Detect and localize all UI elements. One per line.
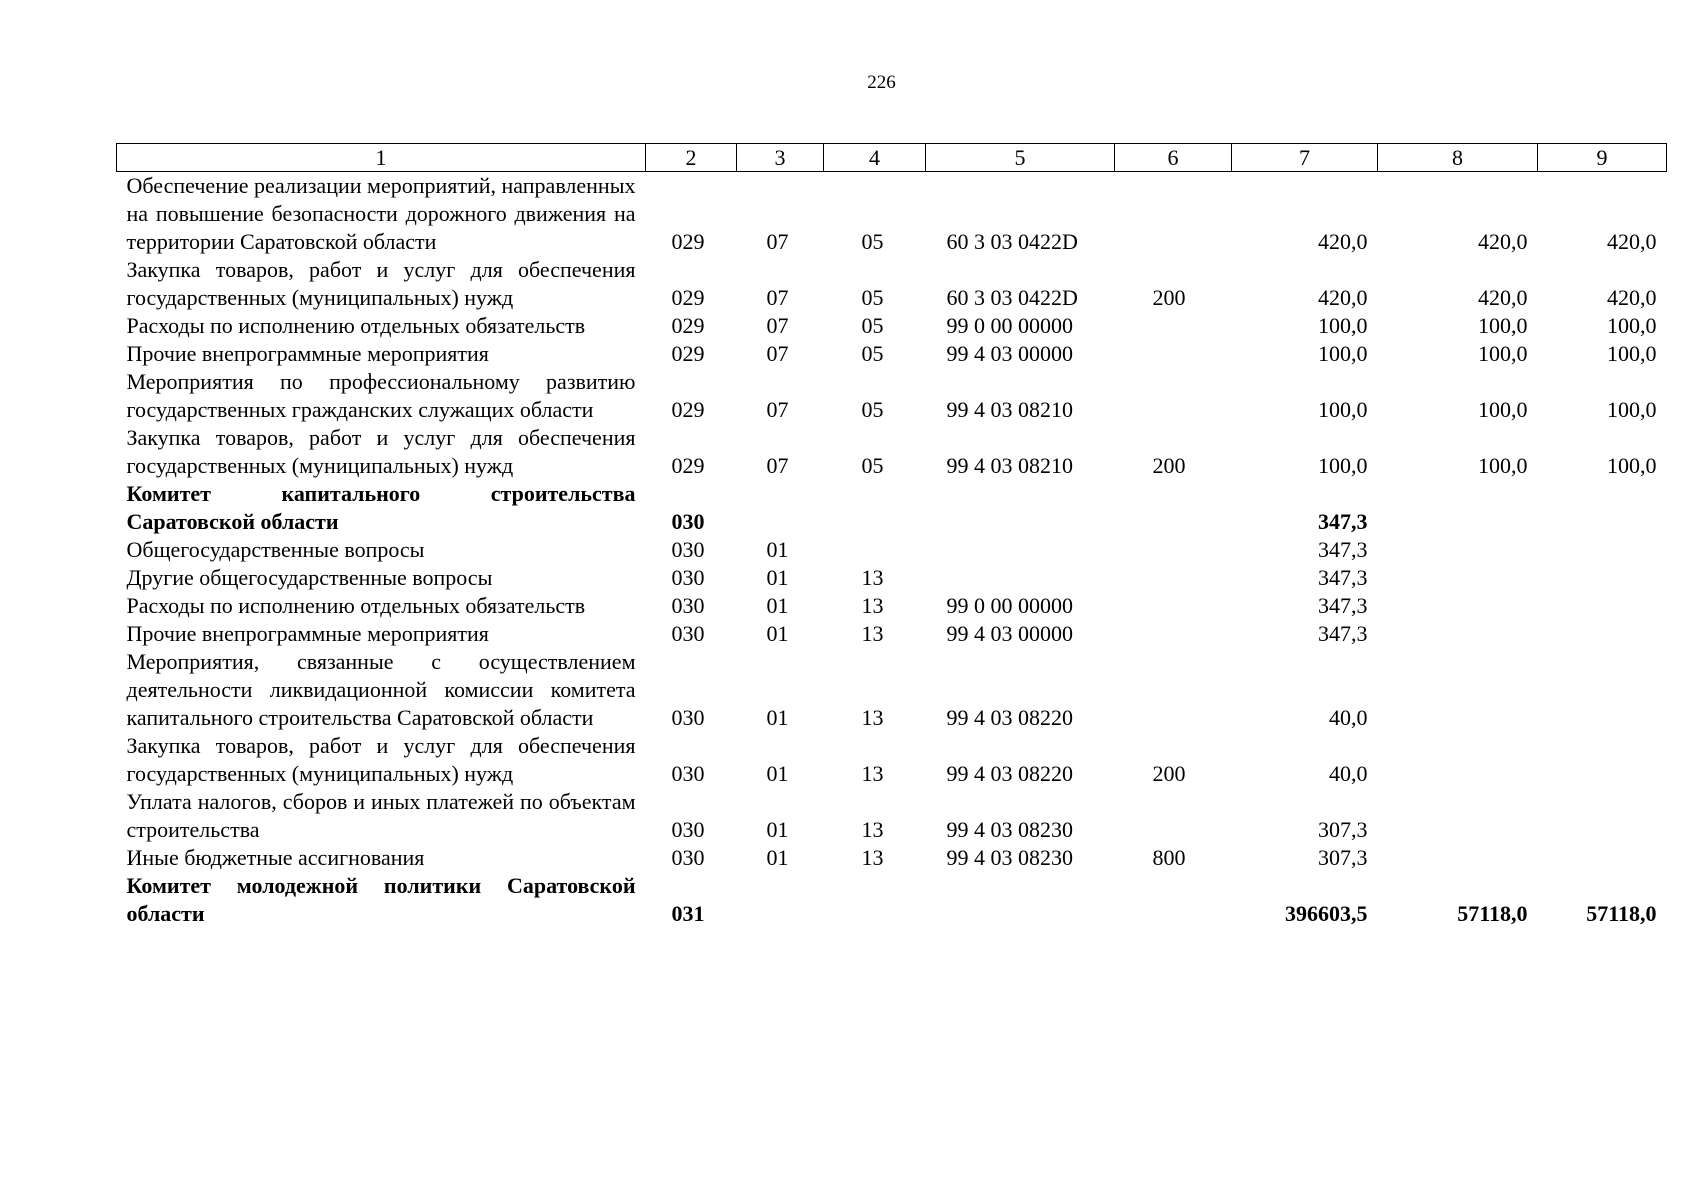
amount-col8-cell xyxy=(1378,732,1538,788)
amount-col8-cell xyxy=(1378,564,1538,592)
expense-type-cell xyxy=(1115,536,1232,564)
expense-name-cell: Прочие внепрограммные мероприятия xyxy=(126,621,489,646)
subsection-code-cell: 05 xyxy=(861,397,884,422)
ministry-code-cell: 031 xyxy=(671,901,705,926)
ministry-code-cell: 030 xyxy=(671,565,705,590)
expense-name-cell: Прочие внепрограммные мероприятия xyxy=(126,341,489,366)
ministry-code-cell: 030 xyxy=(671,537,705,562)
expense-name-cell: Закупка товаров, работ и услуг для обеспечения государственных (муниципальных) нужд xyxy=(126,733,636,786)
table-row xyxy=(117,312,1667,340)
expense-name-cell: Уплата налогов, сборов и иных платежей по объектам строительства xyxy=(126,789,636,842)
expense-name-cell: Расходы по исполнению отдельных обязательств xyxy=(126,313,586,338)
subsection-code-cell: 05 xyxy=(861,285,884,310)
expense-type-cell xyxy=(1115,592,1232,620)
expense-type-cell xyxy=(1115,788,1232,844)
section-code-cell: 01 xyxy=(766,593,789,618)
amount-col7-cell: 396603,5 xyxy=(1285,901,1368,926)
expense-type-cell xyxy=(1115,172,1232,257)
amount-col8-cell: 100,0 xyxy=(1478,453,1528,478)
subsection-code-cell xyxy=(824,480,926,536)
subsection-code-cell: 13 xyxy=(861,621,884,646)
section-code-cell: 01 xyxy=(766,621,789,646)
subsection-code-cell xyxy=(824,536,926,564)
table-row xyxy=(117,256,1667,312)
table-body xyxy=(117,172,1667,929)
expense-name-cell: Комитет молодежной политики Саратовской области xyxy=(126,873,636,926)
column-header-7: 7 xyxy=(1232,144,1378,172)
target-article-cell: 99 4 03 00000 xyxy=(946,621,1073,646)
expense-name-cell: Закупка товаров, работ и услуг для обеспечения государственных (муниципальных) нужд xyxy=(126,425,636,478)
expense-type-cell xyxy=(1115,872,1232,928)
subsection-code-cell: 13 xyxy=(861,845,884,870)
section-code-cell: 07 xyxy=(766,285,789,310)
budget-table xyxy=(116,143,1667,928)
section-code-cell: 01 xyxy=(766,761,789,786)
expense-type-cell xyxy=(1115,480,1232,536)
table-row xyxy=(117,172,1667,257)
expense-type-cell xyxy=(1115,564,1232,592)
ministry-code-cell: 029 xyxy=(671,313,705,338)
table-row xyxy=(117,368,1667,424)
ministry-code-cell: 029 xyxy=(671,453,705,478)
amount-col9-cell xyxy=(1538,592,1667,620)
page-number: 226 xyxy=(867,72,896,93)
amount-col9-cell xyxy=(1538,480,1667,536)
ministry-code-cell: 029 xyxy=(671,285,705,310)
subsection-code-cell: 13 xyxy=(861,593,884,618)
section-code-cell: 07 xyxy=(766,453,789,478)
amount-col9-cell: 57118,0 xyxy=(1586,901,1657,926)
target-article-cell: 99 4 03 08210 xyxy=(946,397,1073,422)
expense-type-cell: 800 xyxy=(1152,845,1186,870)
subsection-code-cell: 13 xyxy=(861,565,884,590)
subsection-code-cell: 13 xyxy=(861,817,884,842)
target-article-cell: 99 4 03 08220 xyxy=(946,761,1073,786)
target-article-cell: 99 4 03 08230 xyxy=(946,845,1073,870)
amount-col8-cell xyxy=(1378,620,1538,648)
amount-col9-cell: 100,0 xyxy=(1607,453,1657,478)
ministry-code-cell: 030 xyxy=(671,593,705,618)
section-code-cell: 01 xyxy=(766,705,789,730)
amount-col8-cell: 420,0 xyxy=(1478,285,1528,310)
amount-col9-cell: 100,0 xyxy=(1607,397,1657,422)
amount-col8-cell xyxy=(1378,536,1538,564)
expense-type-cell: 200 xyxy=(1152,453,1186,478)
amount-col8-cell xyxy=(1378,648,1538,732)
ministry-code-cell: 029 xyxy=(671,229,705,254)
table-row xyxy=(117,424,1667,480)
amount-col8-cell xyxy=(1378,592,1538,620)
table-row xyxy=(117,732,1667,788)
ministry-code-cell: 030 xyxy=(671,705,705,730)
table-row xyxy=(117,872,1667,928)
ministry-code-cell: 030 xyxy=(671,761,705,786)
subsection-code-cell: 13 xyxy=(861,761,884,786)
target-article-cell xyxy=(926,872,1115,928)
amount-col8-cell xyxy=(1378,480,1538,536)
column-header-4: 4 xyxy=(824,144,926,172)
column-header-3: 3 xyxy=(737,144,824,172)
expense-name-cell: Закупка товаров, работ и услуг для обеспечения государственных (муниципальных) нужд xyxy=(126,257,636,310)
expense-type-cell xyxy=(1115,368,1232,424)
subsection-code-cell xyxy=(824,872,926,928)
table-row xyxy=(117,620,1667,648)
amount-col9-cell: 100,0 xyxy=(1607,313,1657,338)
section-code-cell xyxy=(737,480,824,536)
amount-col7-cell: 100,0 xyxy=(1318,313,1368,338)
amount-col8-cell xyxy=(1378,788,1538,844)
expense-name-cell: Мероприятия по профессиональному развитию государственных гражданских служащих области xyxy=(126,369,636,422)
target-article-cell: 99 4 03 08230 xyxy=(946,817,1073,842)
expense-type-cell xyxy=(1115,340,1232,368)
target-article-cell: 60 3 03 0422D xyxy=(946,229,1078,254)
target-article-cell xyxy=(926,480,1115,536)
expense-name-cell: Мероприятия, связанные с осуществлением деятельности ликвидационной комиссии комитета капитального строительства Саратовской области xyxy=(126,649,636,730)
target-article-cell: 99 4 03 00000 xyxy=(946,341,1073,366)
target-article-cell: 99 0 00 00000 xyxy=(946,313,1073,338)
target-article-cell xyxy=(926,564,1115,592)
expense-type-cell xyxy=(1115,648,1232,732)
amount-col9-cell xyxy=(1538,844,1667,872)
section-code-cell xyxy=(737,872,824,928)
section-code-cell: 01 xyxy=(766,817,789,842)
section-code-cell: 01 xyxy=(766,537,789,562)
section-code-cell: 01 xyxy=(766,845,789,870)
column-header-8: 8 xyxy=(1378,144,1538,172)
column-number-header-row xyxy=(117,144,1667,172)
expense-type-cell: 200 xyxy=(1152,285,1186,310)
column-header-5: 5 xyxy=(926,144,1115,172)
expense-name-cell: Расходы по исполнению отдельных обязательств xyxy=(126,593,586,618)
amount-col7-cell: 347,3 xyxy=(1318,565,1368,590)
amount-col7-cell: 347,3 xyxy=(1318,621,1368,646)
subsection-code-cell: 13 xyxy=(861,705,884,730)
ministry-code-cell: 030 xyxy=(671,509,705,534)
expense-type-cell: 200 xyxy=(1152,761,1186,786)
section-code-cell: 01 xyxy=(766,565,789,590)
amount-col7-cell: 40,0 xyxy=(1329,761,1368,786)
amount-col9-cell: 420,0 xyxy=(1607,285,1657,310)
ministry-code-cell: 029 xyxy=(671,341,705,366)
amount-col9-cell xyxy=(1538,620,1667,648)
amount-col7-cell: 347,3 xyxy=(1318,509,1368,534)
section-code-cell: 07 xyxy=(766,397,789,422)
section-code-cell: 07 xyxy=(766,341,789,366)
amount-col7-cell: 307,3 xyxy=(1318,845,1368,870)
section-code-cell: 07 xyxy=(766,229,789,254)
ministry-code-cell: 030 xyxy=(671,817,705,842)
target-article-cell xyxy=(926,536,1115,564)
target-article-cell: 99 4 03 08210 xyxy=(946,453,1073,478)
table-row xyxy=(117,340,1667,368)
amount-col7-cell: 100,0 xyxy=(1318,453,1368,478)
amount-col9-cell xyxy=(1538,788,1667,844)
expense-name-cell: Обеспечение реализации мероприятий, направленных на повышение безопасности дорожного движения на территории Саратовской области xyxy=(126,173,636,254)
column-header-2: 2 xyxy=(646,144,737,172)
expense-name-cell: Другие общегосударственные вопросы xyxy=(126,565,493,590)
amount-col7-cell: 420,0 xyxy=(1318,285,1368,310)
expense-type-cell xyxy=(1115,620,1232,648)
table-row xyxy=(117,592,1667,620)
amount-col8-cell: 57118,0 xyxy=(1457,901,1528,926)
subsection-code-cell: 05 xyxy=(861,341,884,366)
amount-col9-cell xyxy=(1538,648,1667,732)
table-row xyxy=(117,788,1667,844)
table-row xyxy=(117,536,1667,564)
ministry-code-cell: 030 xyxy=(671,845,705,870)
ministry-code-cell: 030 xyxy=(671,621,705,646)
ministry-code-cell: 029 xyxy=(671,397,705,422)
amount-col8-cell: 100,0 xyxy=(1478,341,1528,366)
amount-col7-cell: 307,3 xyxy=(1318,817,1368,842)
amount-col7-cell: 100,0 xyxy=(1318,341,1368,366)
amount-col9-cell xyxy=(1538,564,1667,592)
amount-col9-cell: 100,0 xyxy=(1607,341,1657,366)
amount-col7-cell: 347,3 xyxy=(1318,537,1368,562)
table-row xyxy=(117,648,1667,732)
section-code-cell: 07 xyxy=(766,313,789,338)
expense-type-cell xyxy=(1115,312,1232,340)
subsection-code-cell: 05 xyxy=(861,229,884,254)
amount-col7-cell: 347,3 xyxy=(1318,593,1368,618)
amount-col7-cell: 100,0 xyxy=(1318,397,1368,422)
table-row xyxy=(117,480,1667,536)
table-row xyxy=(117,564,1667,592)
amount-col8-cell: 420,0 xyxy=(1478,229,1528,254)
column-header-1: 1 xyxy=(117,144,646,172)
subsection-code-cell: 05 xyxy=(861,313,884,338)
column-header-6: 6 xyxy=(1115,144,1232,172)
table-row xyxy=(117,844,1667,872)
amount-col8-cell: 100,0 xyxy=(1478,313,1528,338)
amount-col9-cell: 420,0 xyxy=(1607,229,1657,254)
amount-col9-cell xyxy=(1538,536,1667,564)
expense-name-cell: Иные бюджетные ассигнования xyxy=(126,845,425,870)
target-article-cell: 99 4 03 08220 xyxy=(946,705,1073,730)
expense-name-cell: Комитет капитального строительства Саратовской области xyxy=(126,481,636,534)
column-header-9: 9 xyxy=(1538,144,1667,172)
amount-col7-cell: 420,0 xyxy=(1318,229,1368,254)
target-article-cell: 60 3 03 0422D xyxy=(946,285,1078,310)
expense-name-cell: Общегосударственные вопросы xyxy=(126,537,425,562)
amount-col8-cell xyxy=(1378,844,1538,872)
amount-col7-cell: 40,0 xyxy=(1329,705,1368,730)
amount-col8-cell: 100,0 xyxy=(1478,397,1528,422)
target-article-cell: 99 0 00 00000 xyxy=(946,593,1073,618)
subsection-code-cell: 05 xyxy=(861,453,884,478)
amount-col9-cell xyxy=(1538,732,1667,788)
